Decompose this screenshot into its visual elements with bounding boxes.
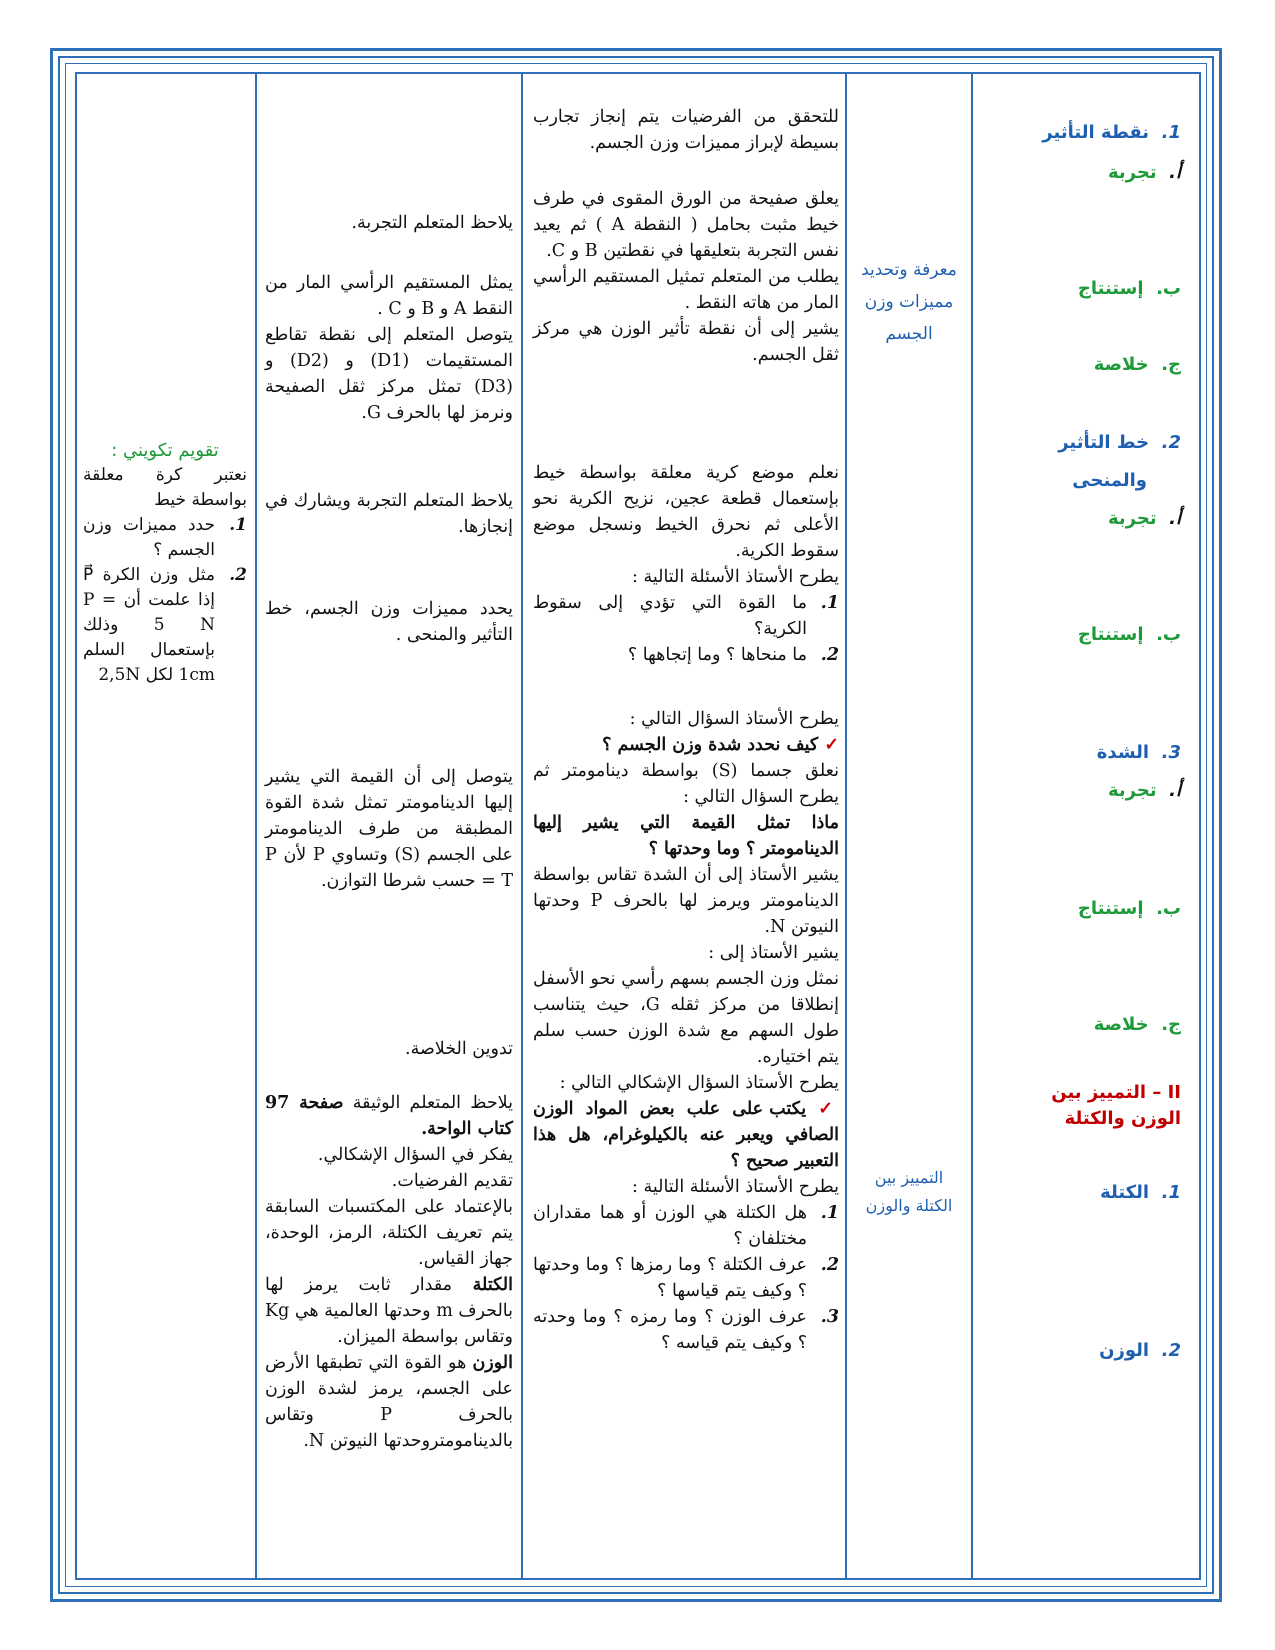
title-weight: 2. الوزن [1099, 1340, 1181, 1361]
learner-hypotheses: تقديم الفرضيات. [391, 1171, 513, 1191]
teacher-questions-intro: يطرح الأستاذ الأسئلة التالية : [631, 567, 839, 587]
lesson-table [75, 72, 1201, 1580]
title-experiment-1: أ. تجربة [1108, 162, 1181, 183]
evaluation-title: تقويم تكويني : [111, 440, 219, 461]
title-summary-3: ج. خلاصة [1093, 1014, 1181, 1035]
title-line-of-action: 2. خط التأثير [1058, 432, 1181, 453]
teacher-activities-column [522, 73, 846, 1579]
title-conclusion-3: ب. إستنتاج [1077, 898, 1181, 919]
teacher-question-intro-2: يطرح الأستاذ السؤال التالي : [629, 709, 839, 729]
teacher-question-4: 2. عرف الكتلة ؟ وما رمزها ؟ وما وحدتها ؟ وكيف يتم قياسها ؟ [533, 1255, 839, 1301]
teacher-question-1: 1. ما القوة التي تؤدي إلى سقوط الكرية؟ [533, 593, 839, 639]
objective-1: معرفة وتحديد مميزات وزن الجسم [861, 260, 957, 344]
teacher-intensity-unit: يشير الأستاذ إلى أن الشدة تقاس بواسطة الدينامومتر ويرمز لها بالحرف P وحدتها النيوتن N. [533, 865, 839, 937]
teacher-point-to: يشير الأستاذ إلى : [708, 943, 839, 963]
title-mass: 1. الكتلة [1100, 1182, 1181, 1203]
teacher-verify: للتحقق من الفرضيات يتم إنجاز تجارب بسيطة لإبراز مميزات وزن الجسم. [533, 107, 839, 153]
teacher-questions-intro-2: يطرح الأستاذ الأسئلة التالية : [631, 1177, 839, 1197]
teacher-point-out: يشير إلى أن نقطة تأثير الوزن هي مركز ثقل الجسم. [533, 319, 839, 365]
learner-draw-lines: يمثل المستقيم الرأسي المار من النقط A و B و C . [265, 273, 513, 319]
teacher-question-2: 2. ما منحاها ؟ وما إتجاهها ؟ [627, 645, 839, 665]
learner-characteristics: يحدد مميزات وزن الجسم، خط التأثير والمنحى . [265, 599, 513, 645]
title-direction: والمنحى [1072, 470, 1147, 491]
objective-2: التمييز بين الكتلة والوزن [865, 1168, 953, 1215]
title-experiment-2: أ. تجربة [1108, 508, 1181, 529]
learner-document: يلاحظ المتعلم الوثيقة صفحة 97 كتاب الواحة. [265, 1093, 513, 1139]
teacher-problem: ✓ يكتب على علب بعض المواد الوزن الصافي ويعبر عنه بالكيلوغرام، هل هذا التعبير صحيح ؟ [533, 1099, 839, 1171]
title-conclusion-2: ب. إستنتاج [1077, 624, 1181, 645]
teacher-ask-draw: يطلب من المتعلم تمثيل المستقيم الرأسي المار من هاته النقط . [533, 267, 839, 313]
evaluation-item-2: 2. مثل وزن الكرة P⃗ إذا علمت أن P = 5 N وذلك بإستعمال السلم 1cm لكل 2,5N [83, 565, 247, 685]
title-mass-vs-weight: II – التمييز بين الوزن والكتلة [1051, 1082, 1181, 1129]
evaluation-column [76, 73, 256, 1579]
learner-weight-definition: الوزن هو القوة التي تطبقها الأرض على الجسم، يرمز لشدة الوزن بالحرف P وتقاس بالدينامومتروحدتها النيوتن N. [265, 1353, 513, 1451]
learner-dynamometer: يتوصل إلى أن القيمة التي يشير إليها الدينامومتر تمثل شدة القوة المطبقة من طرف الدينامومتر على الجسم (S) وتساوي P لأن P = T حسب شرطا التوازن. [265, 767, 513, 891]
learner-prior-knowledge: بالإعتماد على المكتسبات السابقة يتم تعريف الكتلة، الرمز، الوحدة، جهاز القياس. [265, 1197, 513, 1269]
learner-center-of-gravity: يتوصل المتعلم إلى نقطة تقاطع المستقيمات (D1) و (D2) و (D3) تمثل مركز ثقل الصفيحة ونرمز لها بالحرف G. [265, 325, 514, 423]
learner-think: يفكر في السؤال الإشكالي. [317, 1145, 513, 1165]
teacher-ball-experiment: نعلم موضع كرية معلقة بواسطة خيط بإستعمال قطعة عجين، نزيح الكرية نحو الأعلى ثم نحرق الخيط ونسجل موضع سقوط الكرية. [533, 463, 839, 561]
titles-column [972, 73, 1200, 1579]
learner-summary: تدوين الخلاصة. [405, 1039, 513, 1059]
learner-activities-column [256, 73, 522, 1579]
teacher-dynamometer-question: ماذا تمثل القيمة التي يشير إليها الدينامومتر ؟ وما وحدتها ؟ [533, 813, 839, 859]
teacher-question-5: 3. عرف الوزن ؟ وما رمزه ؟ وما وحدته ؟ وكيف يتم قياسه ؟ [533, 1307, 839, 1353]
title-intensity: 3. الشدة [1096, 742, 1181, 763]
evaluation-intro: نعتبر كرة معلقة بواسطة خيط [83, 465, 247, 510]
objectives-column [846, 73, 972, 1579]
title-experiment-3: أ. تجربة [1108, 780, 1181, 801]
title-conclusion-1: ب. إستنتاج [1077, 278, 1181, 299]
teacher-hang-plate: يعلق صفيحة من الورق المقوى في طرف خيط مثبت بحامل ( النقطة A ) ثم يعيد نفس التجربة بتعليقها في نقطتين B و C. [533, 189, 839, 261]
title-summary-1: ج. خلاصة [1093, 354, 1181, 375]
teacher-hang-body: نعلق جسما (S) بواسطة دينامومتر ثم يطرح السؤال التالي : [533, 761, 839, 807]
learner-observe-1: يلاحظ المتعلم التجربة. [351, 213, 513, 233]
teacher-represent-weight: نمثل وزن الجسم بسهم رأسي نحو الأسفل إنطلاقا من مركز ثقله G، حيث يتناسب طول السهم مع شدة الوزن حسب سلم يتم اختياره. [533, 969, 840, 1067]
learner-mass-definition: الكتلة مقدار ثابت يرمز لها بالحرف m وحدتها العالمية هي Kg وتقاس بواسطة الميزان. [265, 1275, 513, 1347]
title-application-point: 1. نقطة التأثير [1042, 122, 1181, 143]
teacher-problem-intro: يطرح الأستاذ السؤال الإشكالي التالي : [559, 1073, 839, 1093]
teacher-question-3: 1. هل الكتلة هي الوزن أو هما مقداران مختلفان ؟ [533, 1203, 839, 1249]
evaluation-item-1: 1. حدد مميزات وزن الجسم ؟ [83, 515, 247, 560]
teacher-how-measure: ✓ كيف نحدد شدة وزن الجسم ؟ [602, 735, 839, 755]
learner-observe-2: يلاحظ المتعلم التجربة ويشارك في إنجازها. [265, 491, 513, 537]
